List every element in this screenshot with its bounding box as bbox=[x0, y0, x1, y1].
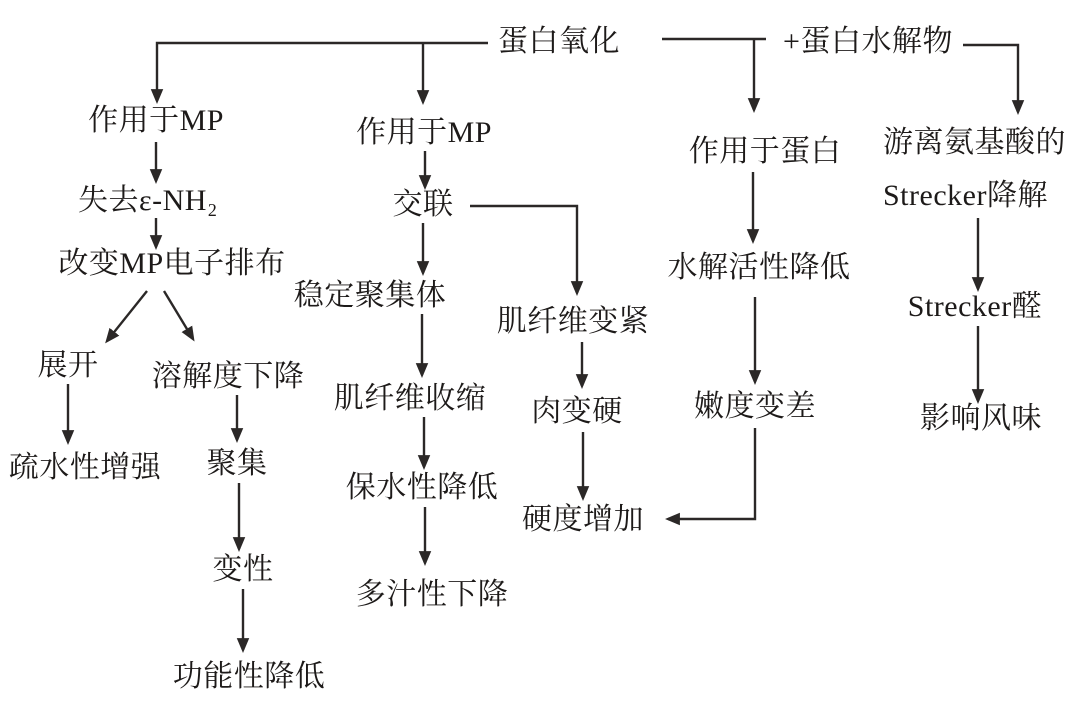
node-free-amino-acid-strecker-line-2: Strecker降解 bbox=[883, 179, 1048, 212]
node-denaturation: 变性 bbox=[212, 553, 274, 587]
node-solubility-decrease: 溶解度下降 bbox=[151, 360, 305, 394]
node-hydrophobicity-increase: 疏水性增强 bbox=[8, 451, 162, 485]
node-meat-harden: 肉变硬 bbox=[531, 395, 623, 429]
node-juiciness-decrease: 多汁性下降 bbox=[355, 578, 509, 612]
node-stable-aggregates: 稳定聚集体 bbox=[293, 279, 447, 313]
node-functionality-decrease: 功能性降低 bbox=[172, 660, 326, 694]
node-flavor-impact: 影响风味 bbox=[920, 402, 1042, 436]
node-muscle-fiber-tighten: 肌纤维变紧 bbox=[496, 305, 650, 339]
node-tenderness-worsen: 嫩度变差 bbox=[694, 390, 816, 424]
node-strecker-aldehyde: Strecker醛 bbox=[907, 290, 1043, 324]
node-hardness-increase: 硬度增加 bbox=[522, 503, 644, 537]
node-acts-on-mp-2: 作用于MP bbox=[356, 116, 492, 150]
node-unfold: 展开 bbox=[37, 349, 99, 383]
node-crosslinking: 交联 bbox=[392, 188, 454, 222]
node-acts-on-mp-1: 作用于MP bbox=[88, 104, 224, 138]
node-muscle-fiber-contract: 肌纤维收缩 bbox=[333, 382, 487, 416]
node-free-amino-acid-strecker bbox=[883, 116, 1066, 222]
node-free-amino-acid-strecker-line-1: 游离氨基酸的 bbox=[883, 126, 1066, 159]
node-hydrolysis-activity-decrease: 水解活性降低 bbox=[667, 251, 851, 285]
node-water-holding-decrease: 保水性降低 bbox=[345, 471, 499, 505]
node-lose-epsilon-nh2: 失去ε-NH₂ bbox=[78, 184, 218, 218]
node-change-mp-electron: 改变MP电子排布 bbox=[58, 247, 286, 281]
node-acts-on-protein: 作用于蛋白 bbox=[688, 135, 842, 169]
node-protein-oxidation: 蛋白氧化 bbox=[498, 25, 620, 59]
node-aggregation: 聚集 bbox=[206, 447, 268, 481]
node-plus-protein-hydrolysate: +蛋白水解物 bbox=[783, 25, 953, 59]
